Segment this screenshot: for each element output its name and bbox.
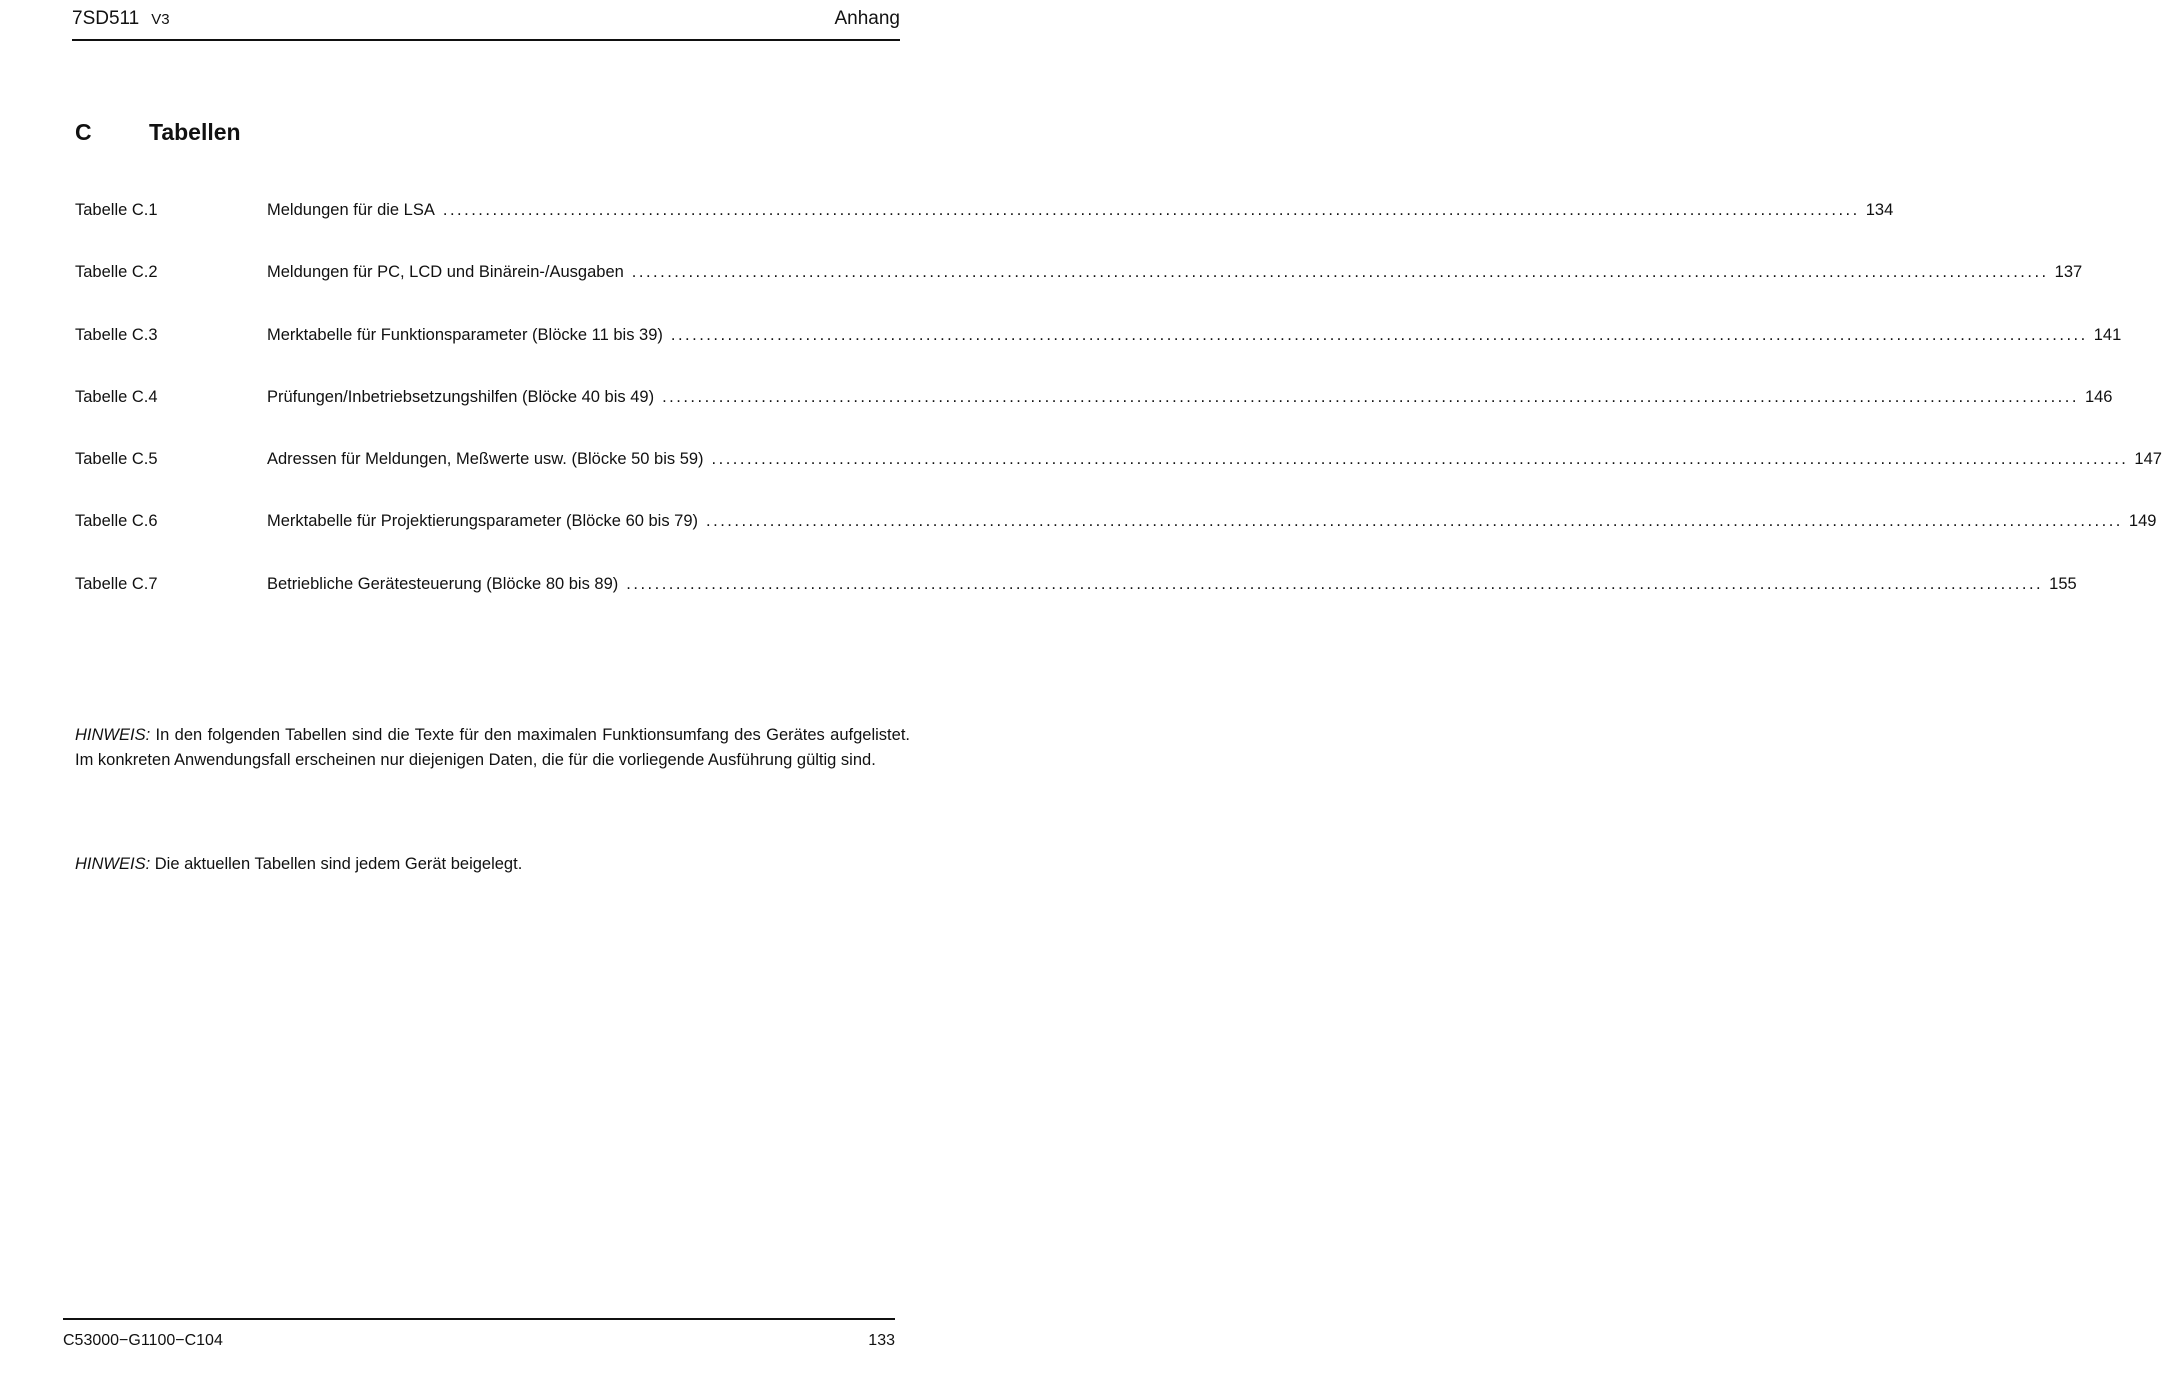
toc-label: Tabelle C.4: [75, 387, 158, 406]
chapter-letter: C: [75, 119, 92, 145]
toc-title: Betriebliche Gerätesteuerung (Blöcke 80 bis 89): [267, 574, 619, 593]
device-name: 7SD511: [72, 8, 140, 29]
table-of-contents: [75, 198, 2162, 634]
chapter-heading: [75, 119, 241, 146]
note-text: In den folgenden Tabellen sind die Texte für den maximalen Funktionsumfang des Gerätes aufgelistet. Im konkreten Anwendungsfall erscheinen nur diejenigen Daten, die für die vorliegende Ausführung gültig sind.: [75, 726, 910, 769]
toc-label: Tabelle C.1: [75, 201, 158, 219]
toc-leader-dots: ........................................................................................................................................................................................................: [711, 450, 2129, 469]
toc-entry[interactable]: [75, 385, 2113, 447]
toc-page-number: 141: [2093, 325, 2122, 344]
toc-title: Meldungen für PC, LCD und Binärein-/Ausgaben: [267, 263, 624, 282]
toc-page-number: 155: [2049, 574, 2077, 593]
toc-label: Tabelle C.7: [75, 574, 158, 593]
toc-title: Merktabelle für Projektierungsparameter (Blöcke 60 bis 79): [267, 512, 699, 531]
toc-entry[interactable]: [75, 509, 2157, 571]
header-doc-id: [72, 8, 170, 30]
note-tag: HINWEIS:: [75, 855, 151, 873]
toc-page-number: 146: [2084, 387, 2113, 406]
toc-leader-dots: ........................................................................................................................................................................................................: [662, 387, 2079, 406]
toc-title: Merktabelle für Funktionsparameter (Blöcke 11 bis 39): [267, 325, 663, 344]
toc-title: Meldungen für die LSA: [267, 201, 435, 219]
note-paragraph: [75, 723, 910, 773]
toc-page-number: 147: [2134, 450, 2162, 469]
toc-label: Tabelle C.3: [75, 325, 158, 344]
toc-title: Adressen für Meldungen, Meßwerte usw. (Blöcke 50 bis 59): [267, 450, 704, 469]
note-text: Die aktuellen Tabellen sind jedem Gerät beigelegt.: [154, 855, 523, 873]
toc-entry[interactable]: [75, 572, 2077, 634]
header-section: Anhang: [834, 8, 900, 29]
toc-label: Tabelle C.5: [75, 450, 158, 469]
toc-entry[interactable]: [75, 323, 2122, 385]
order-number: C53000−G1100−C104: [63, 1332, 223, 1349]
toc-leader-dots: ........................................................................................................................................................................................................: [442, 201, 1860, 219]
toc-page-number: 137: [2054, 263, 2083, 282]
page-footer: [63, 1318, 895, 1360]
toc-label: Tabelle C.6: [75, 512, 158, 531]
toc-page-number: 134: [1865, 201, 1894, 219]
toc-page-number: 149: [2128, 512, 2157, 531]
toc-leader-dots: ........................................................................................................................................................................................................: [706, 512, 2123, 531]
device-version: V3: [151, 11, 170, 28]
note-paragraph: [75, 852, 910, 877]
toc-entry[interactable]: [75, 198, 1894, 260]
toc-leader-dots: ........................................................................................................................................................................................................: [626, 574, 2044, 593]
toc-leader-dots: ........................................................................................................................................................................................................: [670, 325, 2088, 344]
note-tag: HINWEIS:: [75, 726, 151, 744]
chapter-title: Tabellen: [149, 119, 241, 145]
toc-entry[interactable]: [75, 447, 2162, 509]
toc-entry[interactable]: [75, 260, 2083, 322]
toc-title: Prüfungen/Inbetriebsetzungshilfen (Blöcke 40 bis 49): [267, 387, 655, 406]
toc-label: Tabelle C.2: [75, 263, 158, 282]
toc-leader-dots: ........................................................................................................................................................................................................: [631, 263, 2049, 282]
page-header: [72, 6, 900, 41]
page-number: 133: [868, 1332, 895, 1349]
